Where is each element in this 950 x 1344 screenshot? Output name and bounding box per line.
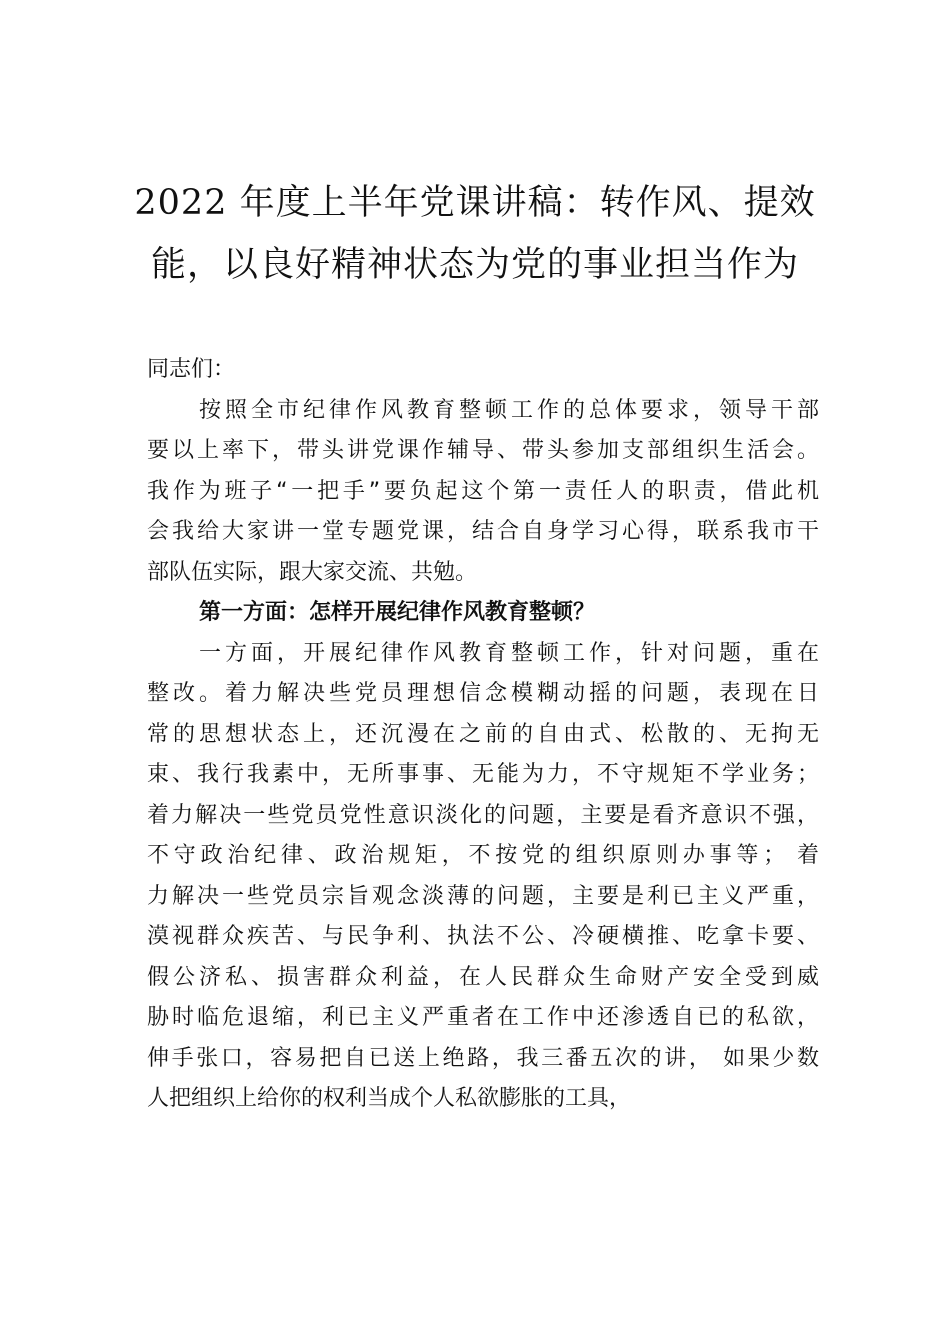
paragraph-line: 束、我行我素中，无所事事、无能为力，不守规矩不学业务； [147, 762, 819, 787]
paragraph-section-one [147, 634, 819, 1120]
paragraph-line: 整改。着力解决些党员理想信念模糊动摇的问题，表现在日 [147, 681, 819, 706]
paragraph-intro [147, 391, 819, 594]
title-line-1: 2022 年度上半年党课讲稿：转作风、提效 [134, 183, 816, 223]
paragraph-line: 部队伍实际，跟大家交流、共勉。 [147, 559, 478, 585]
paragraph-line: 常的思想状态上，还沉漫在之前的自由式、松散的、无拘无 [147, 721, 819, 747]
paragraph-line: 不守政治纪律、政治规矩，不按党的组织原则办事等； 着 [147, 843, 819, 868]
title-line-2: 能，以良好精神状态为党的事业担当作为 [150, 245, 799, 285]
paragraph-line: 我作为班子“一把手”要负起这个第一责任人的职责，借此机 [147, 478, 819, 504]
paragraph-line: 要以上率下，带头讲党课作辅导、带头参加支部组织生活会。 [147, 438, 819, 463]
document-body [147, 350, 819, 1120]
section-heading: 第一方面：怎样开展纪律作风教育整顿？ [199, 600, 596, 625]
document-title [120, 172, 830, 296]
paragraph-line: 伸手张口，容易把自已送上绝路，我三番五次的讲， 如果少数 [147, 1045, 819, 1071]
paragraph-line: 会我给大家讲一堂专题党课，结合自身学习心得，联系我市干 [147, 519, 819, 544]
paragraph-line: 按照全市纪律作风教育整顿工作的总体要求，领导干部 [199, 397, 819, 423]
paragraph-line: 着力解决一些党员党性意识淡化的问题，主要是看齐意识不强， [147, 802, 819, 828]
paragraph-line: 一方面，开展纪律作风教育整顿工作，针对问题，重在 [199, 640, 819, 666]
paragraph-line: 漠视群众疾苦、与民争利、执法不公、冷硬横推、吃拿卡要、 [147, 924, 819, 949]
paragraph-line: 人把组织上给你的权利当成个人私欲膨胀的工具， [147, 1086, 632, 1111]
paragraph-line: 胁时临危退缩，利已主义严重者在工作中还渗透自已的私欲， [147, 1005, 819, 1030]
paragraph-line: 假公济私、损害群众利益，在人民群众生命财产安全受到威 [147, 964, 819, 990]
salutation: 同志们： [147, 357, 236, 382]
paragraph-line: 力解决一些党员宗旨观念淡薄的问题，主要是利已主义严重， [147, 883, 819, 909]
